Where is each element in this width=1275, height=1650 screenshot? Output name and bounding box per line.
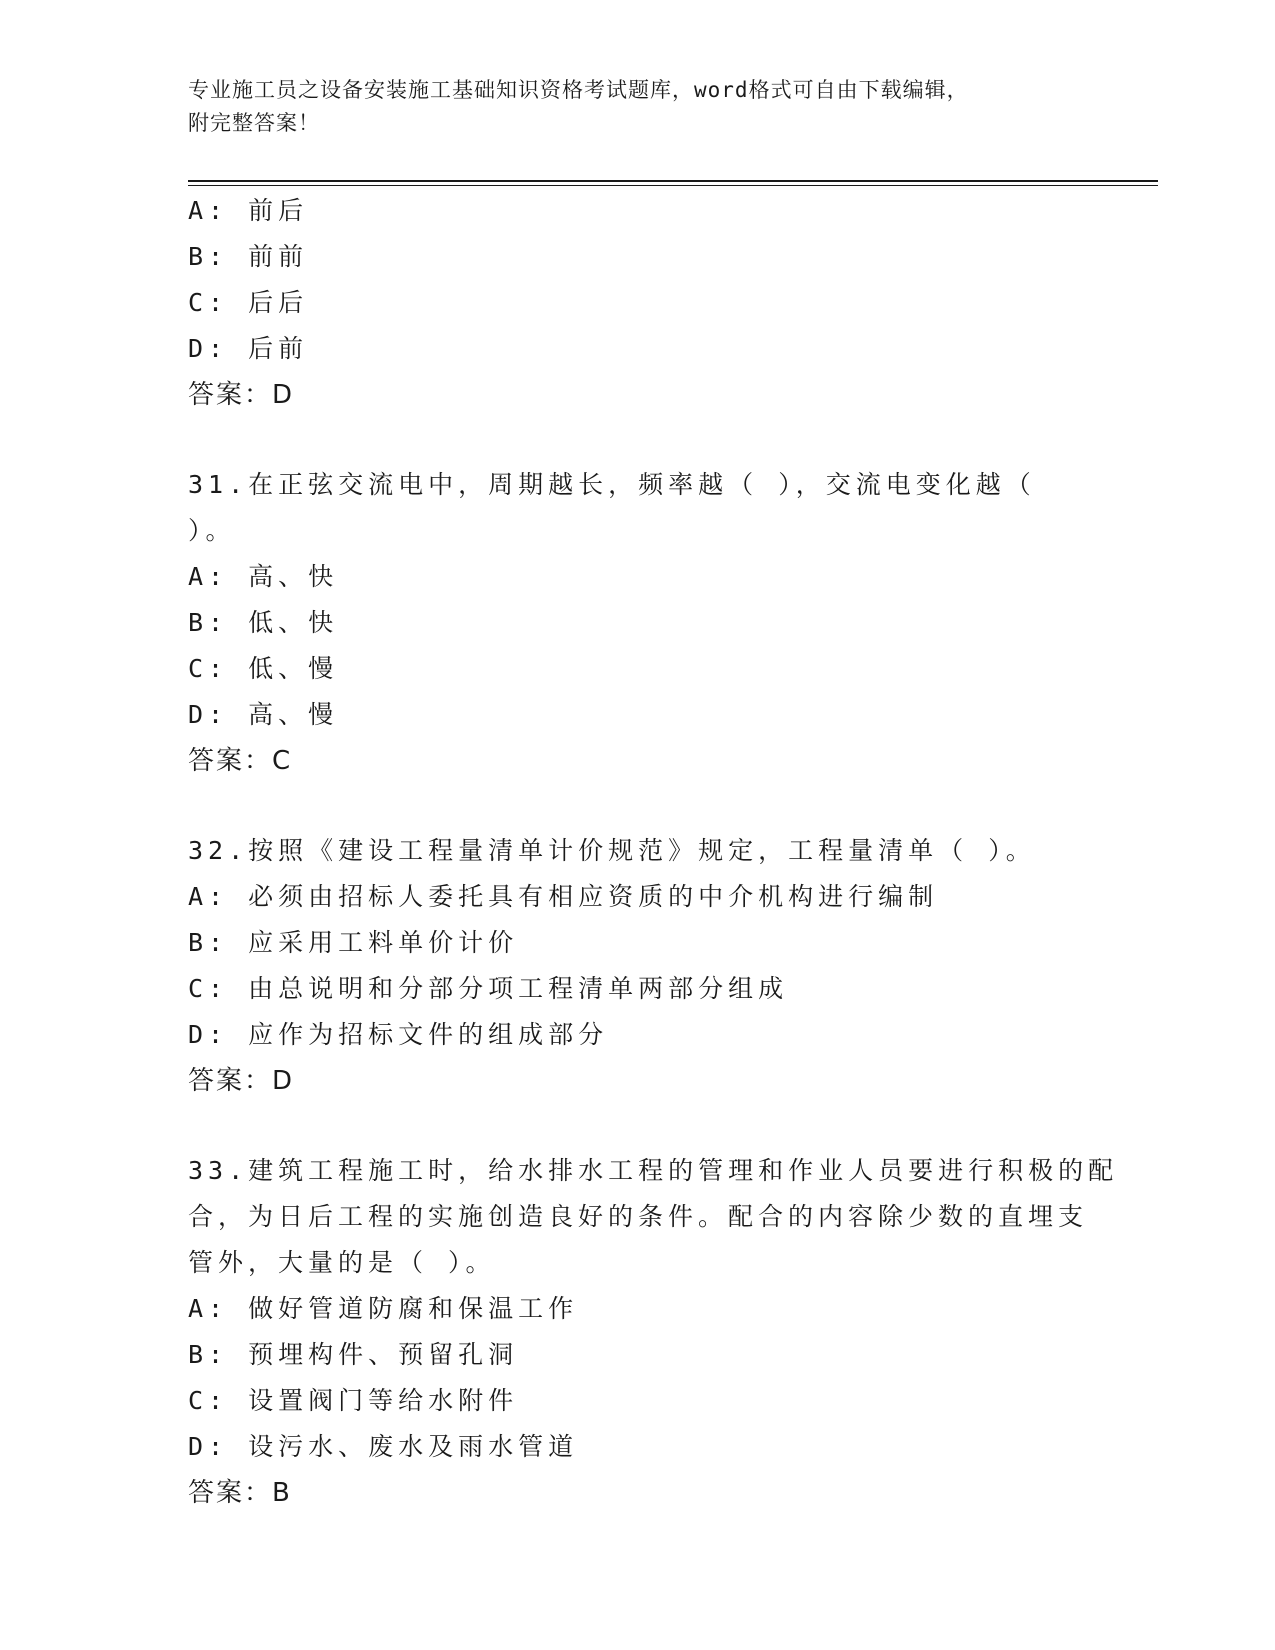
option-c: C: 设置阀门等给水附件 xyxy=(188,1386,519,1415)
question-31-text: 31.在正弦交流电中，周期越长，频率越（ ），交流电变化越（ ）。 xyxy=(188,470,1036,545)
question-33-text-line-1: 33.建筑工程施工时，给水排水工程的管理和作业人员要进行积极的配 xyxy=(188,1156,1119,1185)
option-a: A: 做好管道防腐和保温工作 xyxy=(188,1294,579,1323)
option-d: D: 设污水、废水及雨水管道 xyxy=(188,1432,579,1461)
answer-line: 答案：D xyxy=(188,1066,295,1096)
question-32-text: 32.按照《建设工程量清单计价规范》规定，工程量清单（ ）。 xyxy=(188,836,1036,865)
question-31 xyxy=(188,462,1088,784)
question-32 xyxy=(188,828,1088,1104)
answer-line: 答案：D xyxy=(188,380,295,410)
option-a: A: 必须由招标人委托具有相应资质的中介机构进行编制 xyxy=(188,882,939,911)
document-body xyxy=(188,188,1119,1516)
option-d: D: 后前 xyxy=(188,334,309,363)
option-d: D: 高、慢 xyxy=(188,700,339,729)
option-c: C: 由总说明和分部分项工程清单两部分组成 xyxy=(188,974,789,1003)
question-33-text-line-2: 合，为日后工程的实施创造良好的条件。配合的内容除少数的直埋支 xyxy=(188,1202,1089,1231)
answer-line: 答案：C xyxy=(188,746,293,776)
question-30-tail xyxy=(188,188,1088,418)
header-divider-thin xyxy=(188,185,1158,186)
option-d: D: 应作为招标文件的组成部分 xyxy=(188,1020,609,1049)
option-a: A: 前后 xyxy=(188,196,309,225)
question-33-text-line-3: 管外，大量的是（ ）。 xyxy=(188,1248,496,1277)
option-b: B: 低、快 xyxy=(188,608,339,637)
question-33 xyxy=(188,1148,1119,1516)
answer-line: 答案：B xyxy=(188,1478,292,1508)
option-a: A: 高、快 xyxy=(188,562,339,591)
header-title-line-1: 专业施工员之设备安装施工基础知识资格考试题库，word格式可自由下载编辑， xyxy=(188,78,969,102)
option-c: C: 后后 xyxy=(188,288,309,317)
header-title-line-2: 附完整答案！ xyxy=(188,111,320,135)
header-divider-thick xyxy=(188,180,1158,182)
option-b: B: 预埋构件、预留孔洞 xyxy=(188,1340,519,1369)
option-b: B: 前前 xyxy=(188,242,309,271)
option-c: C: 低、慢 xyxy=(188,654,339,683)
document-header xyxy=(188,74,1088,140)
option-b: B: 应采用工料单价计价 xyxy=(188,928,519,957)
